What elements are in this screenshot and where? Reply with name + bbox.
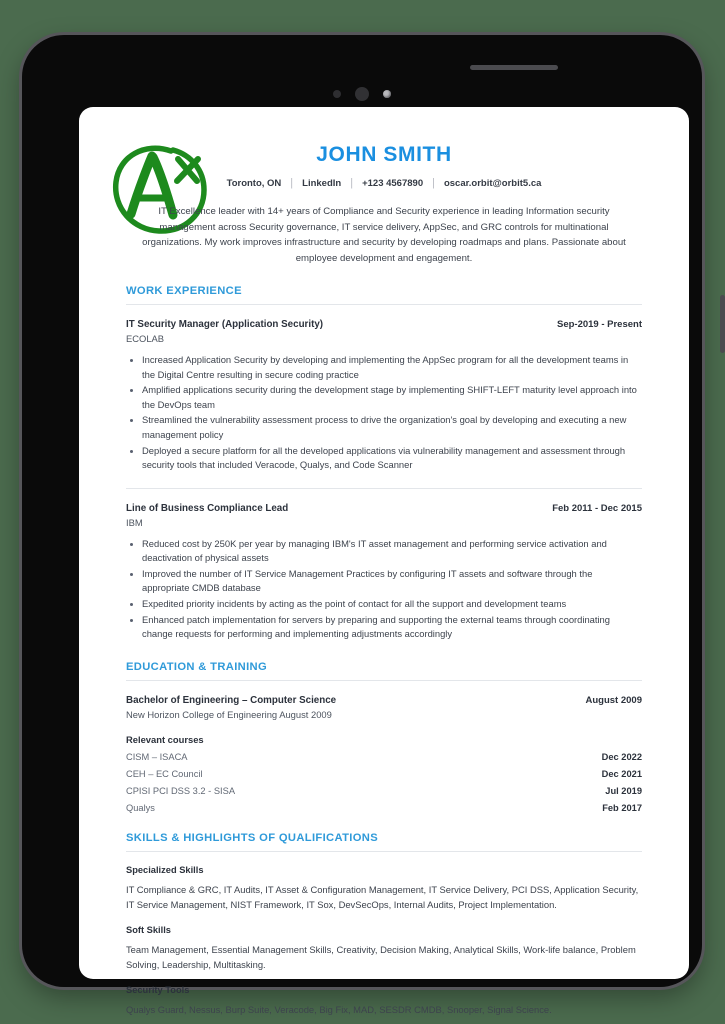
skill-group-text: Qualys Guard, Nessus, Burp Suite, Veracode, Big Fix, MAD, SESDR CMDB, Snooper, Signal Science.	[126, 1003, 552, 1015]
skill-group-label: Soft Skills	[126, 924, 171, 935]
skill-group	[126, 925, 642, 972]
degree-title: Bachelor of Engineering – Computer Science	[126, 694, 337, 706]
course-name: CPISI PCI DSS 3.2 - SISA	[126, 785, 236, 796]
course-name: CISM – ISACA	[126, 751, 188, 762]
experience-entry	[126, 503, 642, 642]
job-bullet: • Expedited priority incidents by acting as the point of contact for all the support and development teams	[142, 597, 642, 612]
skill-group-text: IT Compliance & GRC, IT Audits, IT Asset & Configuration Management, IT Service Delivery, PCI DSS, Application Security, IT Service Management, NIST Framework, IT Sox, DevSecOps, Internal Audits, Project Implementation.	[126, 883, 639, 910]
employer-name: ECOLAB	[126, 333, 165, 345]
contact-separator: |	[290, 177, 294, 189]
course-name: Qualys	[126, 802, 155, 813]
section-skills-highlights	[126, 832, 642, 1017]
course-row	[126, 752, 642, 762]
course-date: Dec 2021	[601, 768, 642, 779]
proximity-sensor-icon	[333, 90, 341, 98]
power-button[interactable]	[470, 65, 558, 70]
contact-email[interactable]: oscar.orbit@orbit5.ca	[443, 177, 542, 189]
job-title: IT Security Manager (Application Security)	[126, 319, 324, 331]
job-date-range: Feb 2011 - Dec 2015	[552, 502, 642, 514]
resume-header	[126, 143, 642, 266]
degree-date: August 2009	[585, 694, 642, 706]
course-row	[126, 786, 642, 796]
job-date-range: Sep-2019 - Present	[556, 319, 642, 331]
job-bullet: • Increased Application Security by developing and implementing the AppSec program for all the development teams in the Digital Centre resulting in secure coding practice	[142, 353, 642, 382]
section-education-training	[126, 661, 642, 813]
job-bullet: • Streamlined the vulnerability assessment process to drive the organization's goal by developing and executing a new management policy	[142, 413, 642, 442]
resume-document	[79, 107, 689, 1015]
sensor-cluster	[22, 87, 702, 101]
school-name: New Horizon College of Engineering August 2009	[126, 708, 332, 720]
job-bullet-list	[126, 537, 642, 642]
entry-divider	[126, 488, 642, 489]
job-title: Line of Business Compliance Lead	[126, 502, 289, 514]
experience-entry-head	[126, 503, 642, 514]
contact-separator: |	[432, 177, 435, 189]
section-title-education: EDUCATION & TRAINING	[126, 661, 642, 681]
contact-line	[126, 177, 642, 189]
job-bullet-list	[126, 353, 642, 473]
education-entry	[126, 695, 642, 720]
front-camera-icon	[355, 87, 369, 101]
section-title-work-experience: WORK EXPERIENCE	[126, 285, 642, 305]
job-bullet: • Amplified applications security during the development stage by implementing SHIFT-LEFT maturity level approach into the DevOps team	[142, 383, 642, 412]
skill-group	[126, 985, 642, 1017]
course-date: Dec 2022	[601, 751, 642, 762]
section-title-skills: SKILLS & HIGHLIGHTS OF QUALIFICATIONS	[126, 832, 642, 852]
candidate-name: JOHN SMITH	[316, 143, 452, 166]
contact-location: Toronto, ON	[226, 177, 282, 189]
course-date: Feb 2017	[602, 802, 642, 813]
skill-group-label: Security Tools	[126, 984, 190, 995]
contact-phone[interactable]: +123 4567890	[362, 177, 424, 189]
course-row	[126, 803, 642, 813]
experience-entry-head	[126, 319, 642, 330]
course-row	[126, 769, 642, 779]
volume-button[interactable]	[720, 295, 725, 353]
job-bullet: • Enhanced patch implementation for servers by preparing and supporting the external teams through coordinating change requests for performing and implementing adjustments accordingly	[142, 613, 642, 642]
tablet-screen	[79, 107, 689, 1015]
education-entry-head	[126, 695, 642, 706]
skill-group	[126, 865, 642, 912]
job-bullet: • Improved the number of IT Service Management Practices by configuring IT assets and software through the appropriate CMDB database	[142, 567, 642, 596]
skill-group-text: Team Management, Essential Management Skills, Creativity, Decision Making, Analytical Skills, Work-life balance, Problem Solving, Leadership, Multitasking.	[126, 943, 636, 970]
employer-name: IBM	[126, 516, 143, 528]
relevant-courses-label: Relevant courses	[126, 733, 204, 745]
skill-group-label: Specialized Skills	[126, 864, 204, 875]
contact-linkedin[interactable]: LinkedIn	[302, 177, 342, 189]
contact-separator: |	[350, 177, 354, 189]
course-date: Jul 2019	[605, 785, 642, 796]
course-name: CEH – EC Council	[126, 768, 203, 779]
professional-summary: IT Excellence leader with 14+ years of Compliance and Security experience in leading Information security management across Security governance, IT service delivery, AppSec, and GRC controls for multinational organizations. My work improves infrastructure and security by developing roadmaps and plans. Passionate about employee development and engagement.	[142, 206, 626, 264]
ambient-light-sensor-icon	[383, 90, 391, 98]
job-bullet: • Reduced cost by 250K per year by managing IBM's IT asset management and performing service activation and deactivation of physical assets	[142, 537, 642, 566]
tablet-device-frame	[22, 35, 702, 1015]
job-bullet: • Deployed a secure platform for all the developed applications via vulnerability management and assessment through security tools that included Veracode, Qualys, and Code Scanner	[142, 444, 642, 473]
section-work-experience	[126, 285, 642, 642]
experience-entry	[126, 319, 642, 473]
